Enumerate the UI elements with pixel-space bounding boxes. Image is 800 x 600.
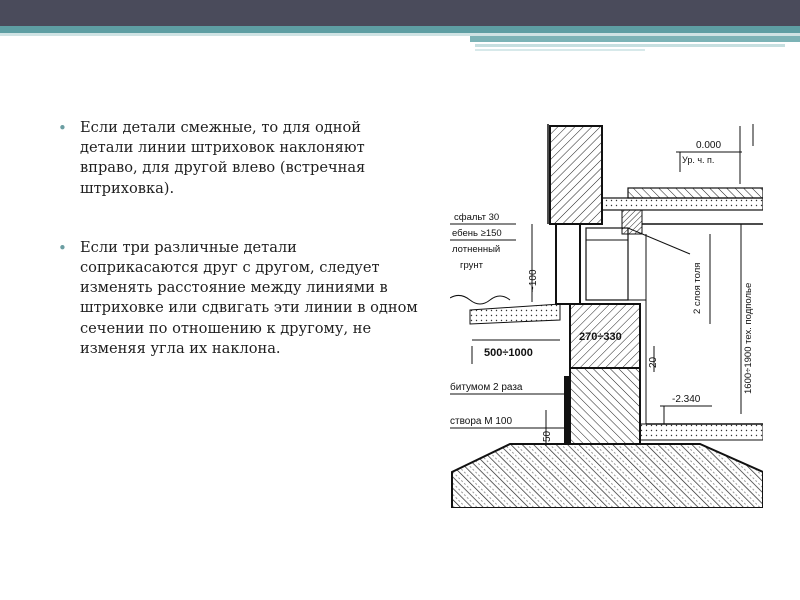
ground-line xyxy=(450,295,510,304)
dim-20-label: 20 xyxy=(648,356,659,368)
level-bottom-label: -2.340 xyxy=(672,394,701,405)
floor-layer xyxy=(602,198,763,210)
waterproofing-layer xyxy=(564,376,570,444)
soil-label-2: грунт xyxy=(460,260,483,271)
layers-label: 2 слоя толя xyxy=(692,262,703,314)
basement-wall-frame xyxy=(556,224,580,304)
window-opening xyxy=(586,228,628,300)
bullet-adjacent-parts: • Если детали смежные, то для одной детали линии штриховок наклоняют вправо, для другой влево (встречная штриховка). xyxy=(58,118,418,199)
bullet-three-parts: • Если три различные детали соприкасаются друг с другом, следует изменять расстояние между линиями в штриховке или сдвигать эти линии в одном сечении по отношению к другому, не изменяя угла их наклона. xyxy=(58,238,418,359)
footing-block xyxy=(452,444,763,508)
header-band-dark xyxy=(0,0,800,26)
blind-area xyxy=(470,304,560,324)
soil-label-1: лотненный xyxy=(452,244,501,255)
header-band-teal xyxy=(0,26,800,33)
header-accent-light xyxy=(475,44,785,47)
dim-50-label: 50 xyxy=(542,430,553,442)
floor-slab xyxy=(628,188,763,198)
foundation-wall-lower xyxy=(570,368,640,444)
dim-100-label: ~100 xyxy=(528,269,539,292)
foundation-wall-upper xyxy=(570,304,640,368)
foundation-section-svg xyxy=(450,124,763,508)
beam-support xyxy=(622,210,642,234)
gravel-label: ебень ≥150 xyxy=(452,228,502,239)
underfloor-label: 1600÷1900 тех. подполье xyxy=(743,282,754,394)
basement-floor xyxy=(640,424,763,440)
level-mark-label: Ур. ч. п. xyxy=(682,155,715,165)
header-accent-line xyxy=(475,49,645,51)
asphalt-label: сфальт 30 xyxy=(454,212,500,223)
dim-500-1000-label: 500÷1000 xyxy=(484,347,533,359)
bullet-list xyxy=(58,118,418,359)
level-top-label: 0.000 xyxy=(696,140,722,151)
upper-wall-section xyxy=(550,126,602,224)
foundation-section-drawing xyxy=(450,124,763,508)
mortar-label: створа М 100 xyxy=(450,416,513,427)
window-slope-line xyxy=(628,228,690,254)
bitumen-label: битумом 2 раза xyxy=(450,382,523,393)
header-accent-teal xyxy=(470,36,800,42)
